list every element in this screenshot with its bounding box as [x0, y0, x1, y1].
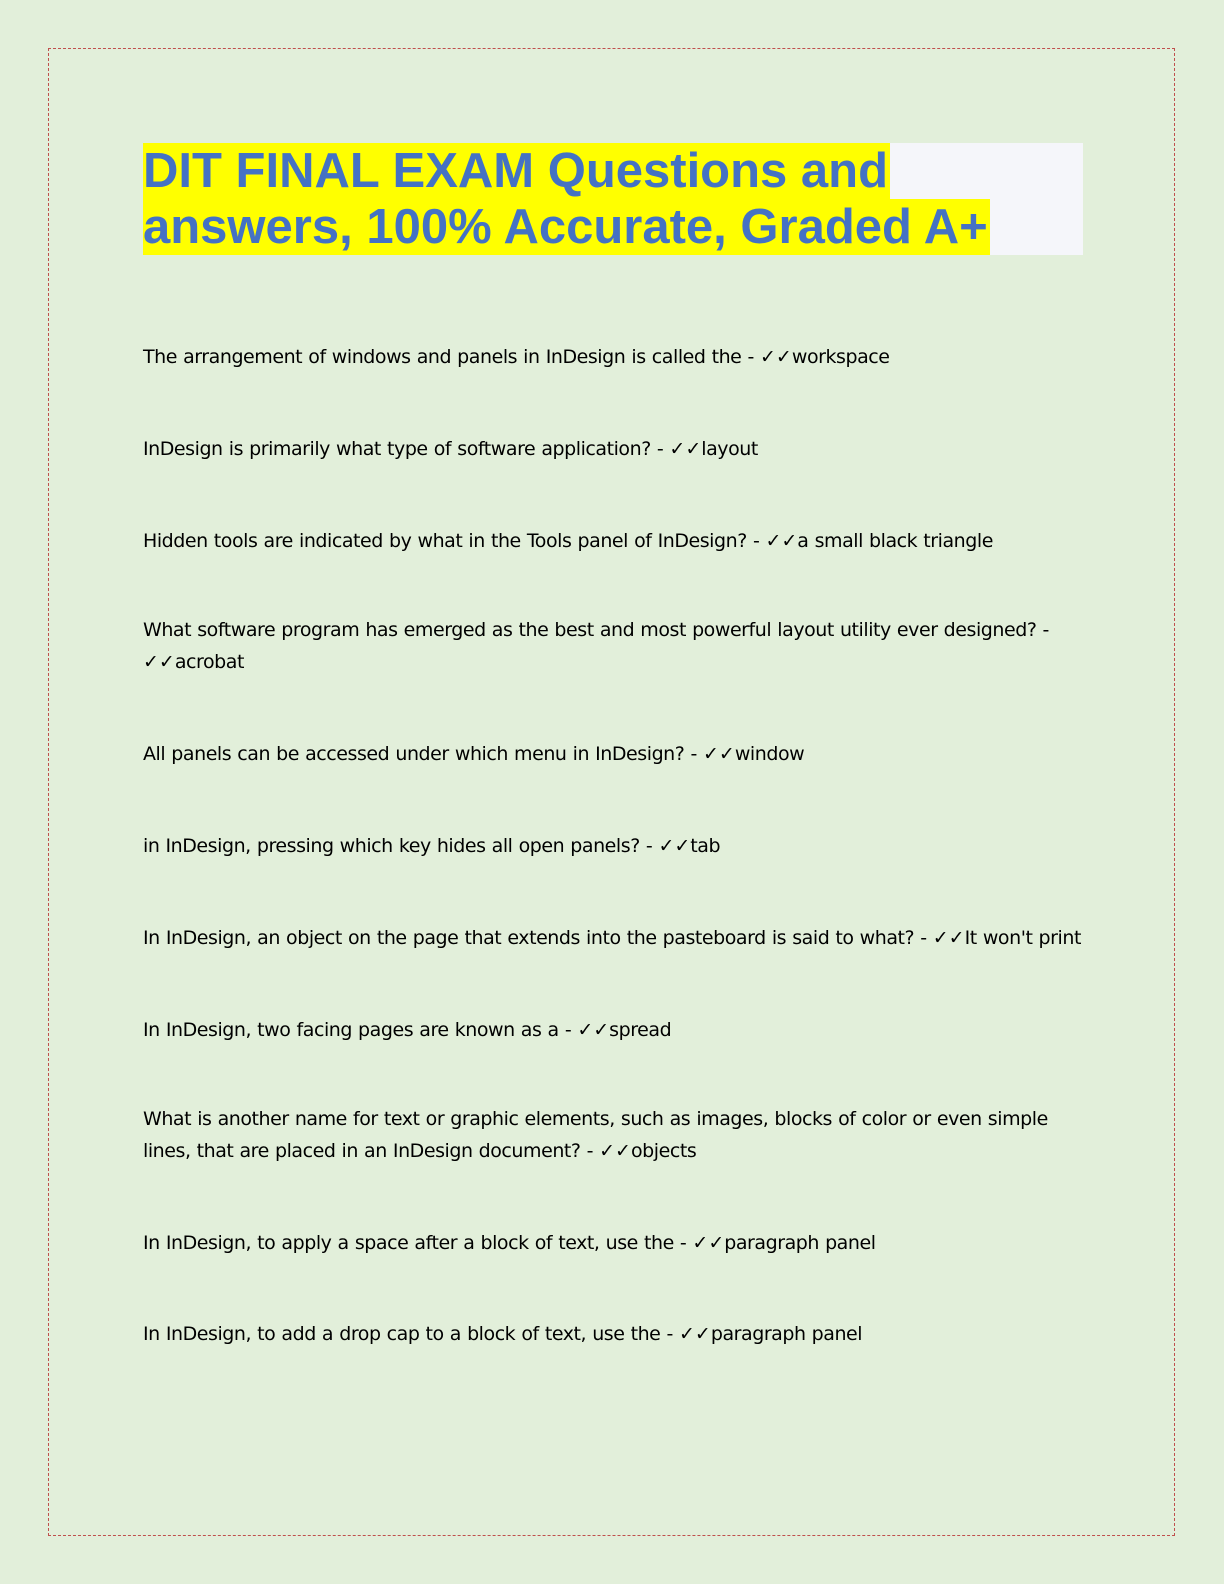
checkmark-icon: ✓✓: [932, 927, 965, 949]
question-text: In InDesign, an object on the page that extends into the pasteboard is said to what? -: [143, 927, 933, 949]
title-line-1: DIT FINAL EXAM Questions and: [143, 144, 889, 198]
question-text: In InDesign, two facing pages are known as a -: [143, 1019, 578, 1041]
page-border: [48, 48, 1175, 1536]
qa-item-4: [143, 614, 1083, 678]
question-text: in InDesign, pressing which key hides all open panels? -: [143, 835, 659, 857]
question-text: In InDesign, to add a drop cap to a block of text, use the -: [143, 1323, 679, 1345]
question-text: InDesign is primarily what type of software application? -: [143, 438, 670, 460]
question-text: Hidden tools are indicated by what in the Tools panel of InDesign? -: [143, 530, 766, 552]
question-text: What software program has emerged as the best and most powerful layout utility ever designed? -: [143, 619, 1049, 641]
checkmark-icon: ✓✓: [760, 346, 792, 368]
answer-text: It won't print: [964, 927, 1081, 949]
qa-item-9: [143, 1103, 1083, 1167]
answer-text: acrobat: [174, 651, 244, 673]
answer-text: paragraph panel: [710, 1323, 863, 1345]
checkmark-icon: ✓✓: [658, 835, 691, 857]
checkmark-icon: ✓✓: [765, 530, 798, 552]
answer-text: tab: [690, 835, 721, 857]
qa-item-6: [143, 830, 1083, 862]
checkmark-icon: ✓✓: [692, 1232, 725, 1254]
answer-text: window: [734, 743, 805, 765]
qa-item-3: [143, 525, 1083, 557]
qa-item-2: [143, 433, 1083, 465]
qa-item-1: [143, 341, 1083, 373]
qa-item-7: [143, 922, 1083, 954]
checkmark-icon: ✓✓: [669, 438, 702, 460]
answer-text: a small black triangle: [797, 530, 993, 552]
qa-item-11: [143, 1318, 1083, 1350]
question-text: What is another name for text or graphic elements, such as images, blocks of color or even simple lines, that are placed in an InDesign document? -: [143, 1108, 1048, 1162]
answer-text: objects: [630, 1140, 697, 1162]
qa-item-10: [143, 1227, 1083, 1259]
qa-item-8: [143, 1014, 1083, 1046]
document-title: [143, 143, 1083, 255]
answer-text: spread: [609, 1019, 672, 1041]
title-line-2: answers, 100% Accurate, Graded A+: [143, 200, 988, 254]
checkmark-icon: ✓✓: [143, 651, 175, 673]
qa-item-5: [143, 738, 1083, 770]
checkmark-icon: ✓✓: [577, 1019, 610, 1041]
checkmark-icon: ✓✓: [679, 1323, 711, 1345]
answer-text: layout: [701, 438, 758, 460]
checkmark-icon: ✓✓: [703, 743, 735, 765]
answer-text: paragraph panel: [724, 1232, 876, 1254]
answer-text: workspace: [791, 346, 890, 368]
question-text: The arrangement of windows and panels in InDesign is called the -: [143, 346, 761, 368]
question-text: All panels can be accessed under which menu in InDesign? -: [143, 743, 703, 765]
checkmark-icon: ✓✓: [599, 1140, 631, 1162]
question-text: In InDesign, to apply a space after a block of text, use the -: [143, 1232, 693, 1254]
